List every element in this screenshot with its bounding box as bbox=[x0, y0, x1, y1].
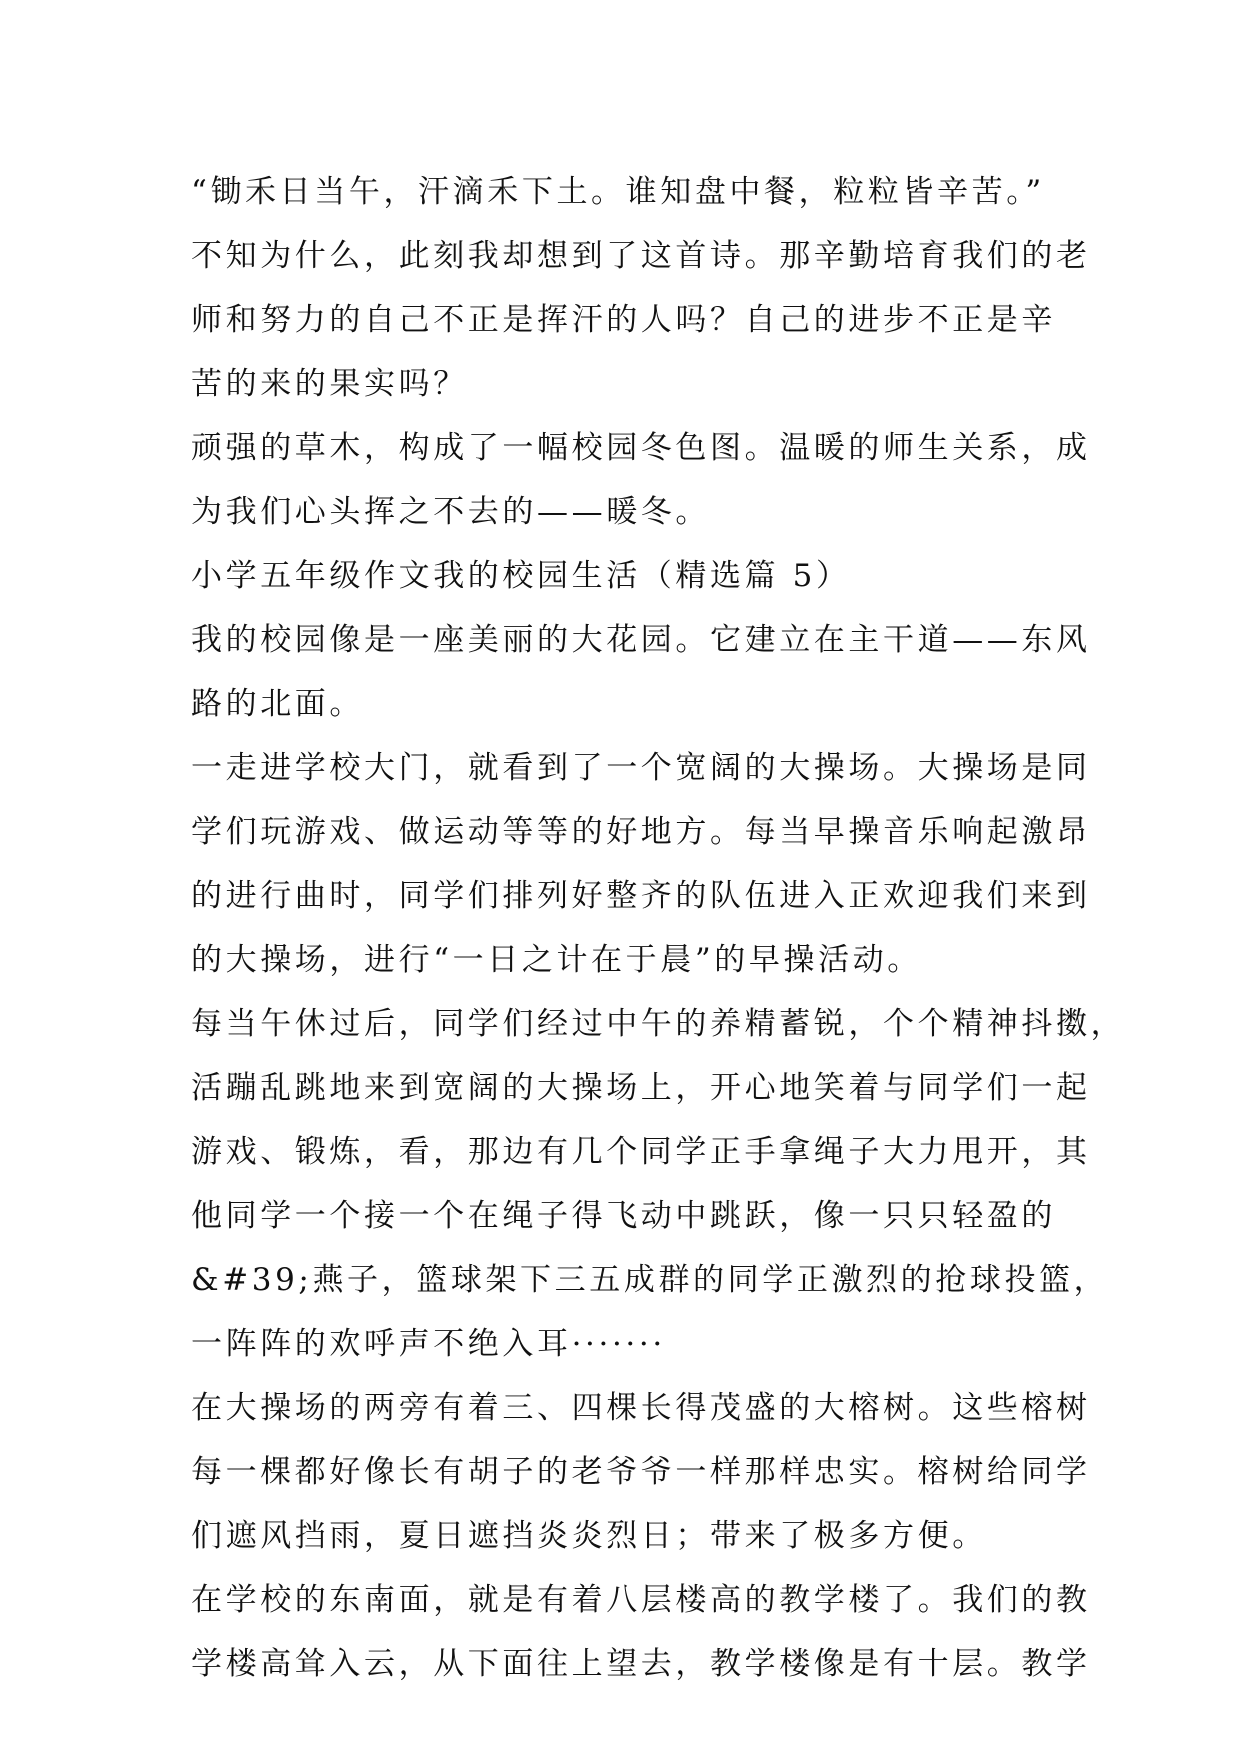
text-line: 师和努力的自己不正是挥汗的人吗？自己的进步不正是辛 bbox=[191, 302, 1056, 338]
text-line: 的大操场，进行“一日之计在于晨”的早操活动。 bbox=[191, 942, 922, 978]
text-line: 他同学一个接一个在绳子得飞动中跳跃，像一只只轻盈的 bbox=[191, 1198, 1056, 1234]
text-line: 每一棵都好像长有胡子的老爷爷一样那样忠实。榕树给同学 bbox=[191, 1454, 1091, 1490]
text-line: 路的北面。 bbox=[191, 686, 364, 722]
text-line: 顽强的草木，构成了一幅校园冬色图。温暖的师生关系，成 bbox=[191, 430, 1091, 466]
text-line: 学们玩游戏、做运动等等的好地方。每当早操音乐响起激昂 bbox=[191, 814, 1091, 850]
text-line: 为我们心头挥之不去的——暖冬。 bbox=[191, 494, 710, 530]
text-line: 不知为什么，此刻我却想到了这首诗。那辛勤培育我们的老 bbox=[191, 238, 1091, 274]
text-line: 一走进学校大门，就看到了一个宽阔的大操场。大操场是同 bbox=[191, 750, 1091, 786]
text-line: &#39;燕子，篮球架下三五成群的同学正激烈的抢球投篮， bbox=[191, 1262, 1109, 1298]
section-heading: 小学五年级作文我的校园生活（精选篇 5） bbox=[191, 558, 851, 594]
text-line: 游戏、锻炼，看，那边有几个同学正手拿绳子大力甩开，其 bbox=[191, 1134, 1091, 1170]
text-line: 在学校的东南面，就是有着八层楼高的教学楼了。我们的教 bbox=[191, 1582, 1091, 1618]
text-line: 每当午休过后，同学们经过中午的养精蓄锐，个个精神抖擞， bbox=[191, 1006, 1126, 1042]
text-line: “锄禾日当午，汗滴禾下土。谁知盘中餐，粒粒皆辛苦。” bbox=[191, 174, 1045, 210]
text-line: 活蹦乱跳地来到宽阔的大操场上，开心地笑着与同学们一起 bbox=[191, 1070, 1091, 1106]
body-text bbox=[191, 160, 1126, 1696]
text-line: 苦的来的果实吗？ bbox=[191, 366, 468, 402]
text-line: 们遮风挡雨，夏日遮挡炎炎烈日；带来了极多方便。 bbox=[191, 1518, 987, 1554]
text-line: 我的校园像是一座美丽的大花园。它建立在主干道——东风 bbox=[191, 622, 1091, 658]
text-line: 在大操场的两旁有着三、四棵长得茂盛的大榕树。这些榕树 bbox=[191, 1390, 1091, 1426]
text-line: 一阵阵的欢呼声不绝入耳······· bbox=[191, 1326, 666, 1362]
text-line: 学楼高耸入云，从下面往上望去，教学楼像是有十层。教学 bbox=[191, 1646, 1091, 1682]
text-line: 的进行曲时，同学们排列好整齐的队伍进入正欢迎我们来到 bbox=[191, 878, 1091, 914]
